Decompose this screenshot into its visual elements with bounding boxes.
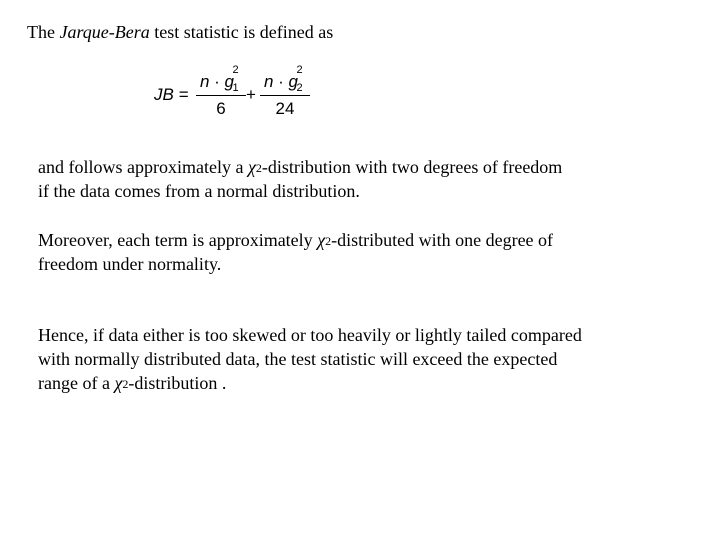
term-2-g-letter: g	[288, 72, 299, 91]
paragraph-3-line-1: Hence, if data either is too skewed or too heavily or lightly tailed compared	[38, 325, 582, 345]
term-2-g	[288, 64, 306, 94]
paragraph-3-line-2: with normally distributed data, the test statistic will exceed the expected	[38, 349, 558, 369]
term-1-g	[224, 64, 242, 94]
term-1-numerator	[196, 64, 246, 94]
paragraph-conclusion	[38, 323, 582, 395]
term-1-sup: 2	[232, 64, 239, 76]
fraction-bar-2	[260, 95, 310, 96]
chi-superscript: 2	[122, 377, 129, 391]
p1-text-b: -distribution with two degrees of freedom	[261, 157, 563, 177]
fraction-term-1	[196, 64, 246, 124]
term-2-sub: 2	[296, 82, 303, 94]
term-2-dot: ·	[273, 72, 289, 91]
term-2-n: n	[263, 72, 274, 91]
paragraph-1-line-1	[38, 155, 562, 179]
formula-lhs: JB =	[154, 85, 189, 104]
formula-plus: +	[246, 85, 256, 104]
term-2-sup: 2	[296, 64, 303, 76]
intro-sentence	[27, 21, 333, 43]
chi-symbol: χ	[247, 157, 256, 177]
jb-formula	[150, 64, 320, 124]
term-1-dot: ·	[209, 72, 225, 91]
term-1-g-letter: g	[224, 72, 235, 91]
term-1-denominator: 6	[216, 99, 226, 118]
term-2-denominator: 24	[275, 99, 295, 118]
chi-superscript: 2	[255, 161, 262, 175]
paragraph-each-term	[38, 228, 553, 276]
paragraph-distribution	[38, 155, 562, 203]
paragraph-1-line-2: if the data comes from a normal distribution.	[38, 181, 360, 201]
intro-prefix: The	[27, 22, 60, 42]
p2-text-b: -distributed with one degree of	[331, 230, 554, 250]
p3-text-a: range of a	[38, 373, 115, 393]
intro-suffix: test statistic is defined as	[149, 22, 334, 42]
paragraph-2-line-2: freedom under normality.	[38, 254, 222, 274]
term-1-n: n	[199, 72, 210, 91]
chi-superscript: 2	[325, 234, 332, 248]
p1-text-a: and follows approximately a	[38, 157, 248, 177]
fraction-term-2	[260, 64, 310, 124]
term-1-sub: 1	[232, 82, 239, 94]
fraction-bar-1	[196, 95, 246, 96]
paragraph-3-line-3	[38, 371, 582, 395]
test-name: Jarque-Bera	[59, 22, 150, 42]
paragraph-2-line-1	[38, 228, 553, 252]
p3-text-b: -distribution .	[128, 373, 227, 393]
term-2-numerator	[260, 64, 310, 94]
chi-symbol: χ	[114, 373, 123, 393]
p2-text-a: Moreover, each term is approximately	[38, 230, 318, 250]
chi-symbol: χ	[317, 230, 326, 250]
